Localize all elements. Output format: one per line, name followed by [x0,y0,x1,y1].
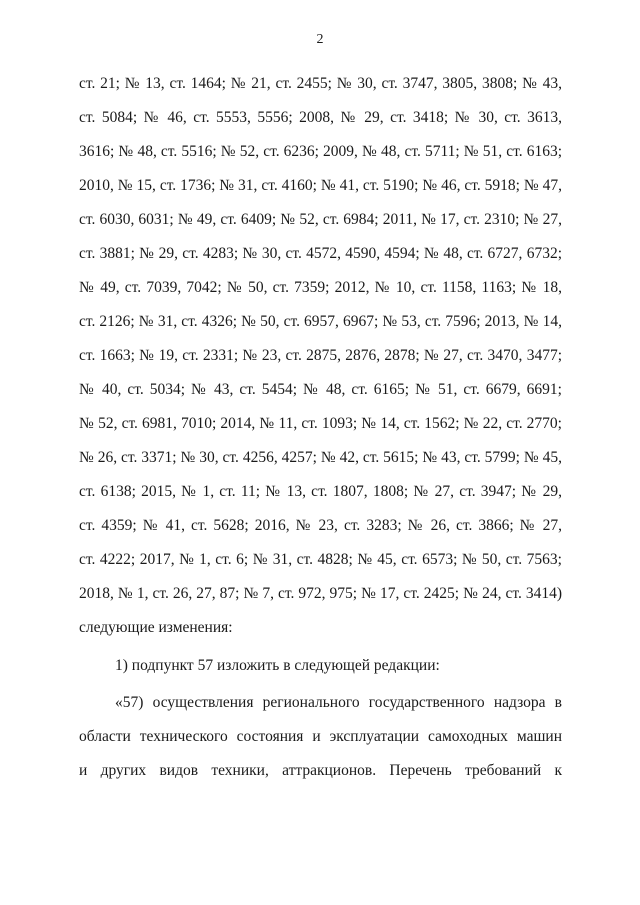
text-line: № 26, ст. 3371; № 30, ст. 4256, 4257; № 42, ст. 5615; № 43, ст. 5799; № 45, [79,449,562,466]
text-line: ст. 5084; № 46, ст. 5553, 5556; 2008, № 29, ст. 3418; № 30, ст. 3613, [79,109,562,126]
list-item-heading: 1) подпункт 57 изложить в следующей редакции: [115,657,440,674]
text-line: ст. 6030, 6031; № 49, ст. 6409; № 52, ст. 6984; 2011, № 17, ст. 2310; № 27, [79,211,562,228]
text-line: и других видов техники, аттракционов. Перечень требований к [79,762,562,779]
text-line: ст. 6138; 2015, № 1, ст. 11; № 13, ст. 1807, 1808; № 27, ст. 3947; № 29, [79,483,562,500]
text-line: 2010, № 15, ст. 1736; № 31, ст. 4160; № 41, ст. 5190; № 46, ст. 5918; № 47, [79,177,562,194]
text-line: ст. 2126; № 31, ст. 4326; № 50, ст. 6957, 6967; № 53, ст. 7596; 2013, № 14, [79,313,562,330]
text-line: области технического состояния и эксплуатации самоходных машин [79,728,562,745]
text-line: ст. 1663; № 19, ст. 2331; № 23, ст. 2875, 2876, 2878; № 27, ст. 3470, 3477; [79,347,562,364]
text-line: № 49, ст. 7039, 7042; № 50, ст. 7359; 2012, № 10, ст. 1158, 1163; № 18, [79,279,562,296]
text-line: ст. 4359; № 41, ст. 5628; 2016, № 23, ст. 3283; № 26, ст. 3866; № 27, [79,517,562,534]
text-line: ст. 21; № 13, ст. 1464; № 21, ст. 2455; № 30, ст. 3747, 3805, 3808; № 43, [79,75,562,92]
text-line: ст. 4222; 2017, № 1, ст. 6; № 31, ст. 4828; № 45, ст. 6573; № 50, ст. 7563; [79,551,562,568]
text-line: № 40, ст. 5034; № 43, ст. 5454; № 48, ст. 6165; № 51, ст. 6679, 6691; [79,381,562,398]
text-line: следующие изменения: [79,619,233,636]
text-line: «57) осуществления регионального государственного надзора в [115,694,562,711]
text-line: 3616; № 48, ст. 5516; № 52, ст. 6236; 2009, № 48, ст. 5711; № 51, ст. 6163; [79,143,562,160]
text-line: 2018, № 1, ст. 26, 27, 87; № 7, ст. 972, 975; № 17, ст. 2425; № 24, ст. 3414) [79,585,562,602]
text-line: № 52, ст. 6981, 7010; 2014, № 11, ст. 1093; № 14, ст. 1562; № 22, ст. 2770; [79,415,562,432]
text-line: ст. 3881; № 29, ст. 4283; № 30, ст. 4572, 4590, 4594; № 48, ст. 6727, 6732; [79,245,562,262]
page-number: 2 [316,32,324,47]
